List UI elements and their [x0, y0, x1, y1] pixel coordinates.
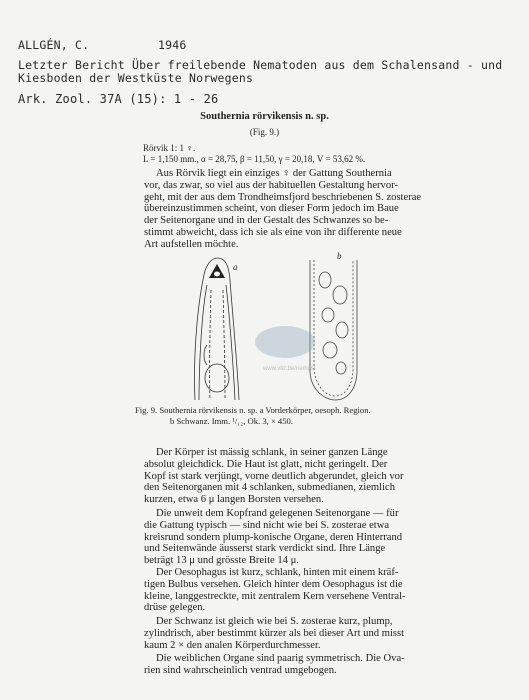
- tail-line: zylindrisch, aber bestimmt kürzer als bei dieser Art und misst: [144, 627, 405, 639]
- species-heading: Southernia rörvikensis n. sp.: [200, 111, 329, 122]
- watermark-text: www.vliz.be/nemys/: [263, 366, 316, 372]
- organ-line: drüse gelegen.: [144, 602, 206, 614]
- body-line: kurzen, etwa 6 μ langen Borsten versehen.: [144, 494, 324, 506]
- lateral-organ-center: [214, 272, 220, 277]
- tail-paragraph: [144, 616, 414, 651]
- organ-line: kreisrund sondern plump-konische Organe, deren Hinterrand: [144, 531, 403, 543]
- body-line: den Seitenorganen mit 4 schlanken, submedianen, ziemlich: [144, 482, 396, 494]
- anterior-body-drawing: [194, 258, 239, 400]
- organ-paragraph: [144, 508, 414, 614]
- organ-line: kleine, langgestreckte, mit zentralem Kern versehene Ventral-: [144, 590, 406, 602]
- figure-label-a: a: [233, 262, 238, 272]
- nematode-figure: [185, 250, 415, 405]
- gonad-line: rien sind wahrscheinlich ventrad umgebogen.: [144, 664, 337, 676]
- watermark-stamp: [255, 326, 316, 372]
- typed-title-line-2: Kiesboden der Westküste Norwegens: [18, 71, 254, 85]
- tail-line: Der Schwanz ist gleich wie bei S. zosterae kurz, plump,: [156, 616, 393, 627]
- intro-line: vor, das zwar, so viel aus der habituellen Gestaltung hervor-: [144, 179, 398, 191]
- body-line: Kopf ist stark verjüngt, vorne deutlich abgerundet, gleich vor: [144, 470, 404, 482]
- intro-line: übereinzustimmen scheint, von dieser Form jedoch im Baue: [144, 203, 399, 215]
- body-line: absolut gleichdick. Die Haut ist glatt, nicht geringelt. Der: [144, 458, 388, 470]
- typed-reference: Ark. Zool. 37A (15): 1 - 26: [18, 92, 219, 106]
- caption-line: b Schwanz. Imm. ¹/₁₂, Ok. 3, × 450.: [170, 415, 293, 426]
- locality-line: Rörvik 1: 1 ♀.: [143, 143, 196, 153]
- typed-year: 1946: [158, 38, 187, 52]
- figure-reference: (Fig. 9.): [249, 127, 280, 137]
- intro-paragraph: [144, 168, 422, 251]
- intro-line: stimmt abweicht, dass ich sie als eine von ihr differente neue: [144, 226, 402, 238]
- organ-line: Die unweit dem Kopfrand gelegenen Seitenorgane — für: [156, 508, 399, 519]
- organ-line: tigen Bulbus versehen. Gleich hinter dem Oesophagus ist die: [144, 578, 403, 590]
- tail-line: kaum 2 × den analen Körperdurchmesser.: [144, 639, 321, 651]
- body-line: Der Körper ist mässig schlank, in seiner ganzen Länge: [156, 447, 388, 458]
- intro-line: geht, mit der aus dem Trondheimsfjord beschriebenen S. zosterae: [144, 191, 422, 203]
- intro-line: der Seitenorgane und in der Gestalt des Schwanzes so be-: [144, 215, 389, 227]
- tail-drawing: [310, 260, 357, 400]
- typed-title-line-1: Letzter Bericht Über freilebende Nematoden aus dem Schalensand - und: [18, 58, 503, 72]
- intro-line: Art aufstellen möchte.: [144, 238, 239, 250]
- intro-line: Aus Rörvik liegt ein einziges ♀ der Gattung Southernia: [156, 168, 392, 179]
- gonad-paragraph: [144, 653, 414, 677]
- organ-line: die Gattung typisch — sind nicht wie bei S. zosterae etwa: [144, 519, 390, 531]
- organ-line: beträgt 13 μ und grösste Breite 14 μ.: [144, 555, 299, 567]
- caption-line: Fig. 9. Southernia rörvikensis n. sp. a Vorderkörper, oesoph. Region.: [135, 405, 371, 415]
- measurements-line: L = 1,150 mm., α = 28,75, β = 11,50, γ = 20,18, V = 53,62 %.: [143, 154, 366, 164]
- figure-caption: [135, 405, 425, 426]
- body-paragraph: [144, 447, 414, 506]
- gonad-line: Die weiblichen Organe sind paarig symmetrisch. Die Ova-: [156, 653, 405, 664]
- figure-label-b: b: [337, 251, 342, 261]
- organ-line: und Seitenwände äusserst stark verdickt sind. Ihre Länge: [144, 543, 386, 555]
- organ-line: Der Oesophagus ist kurz, schlank, hinten mit einem kräf-: [156, 566, 399, 578]
- typed-author: ALLGÉN, C.: [18, 38, 90, 52]
